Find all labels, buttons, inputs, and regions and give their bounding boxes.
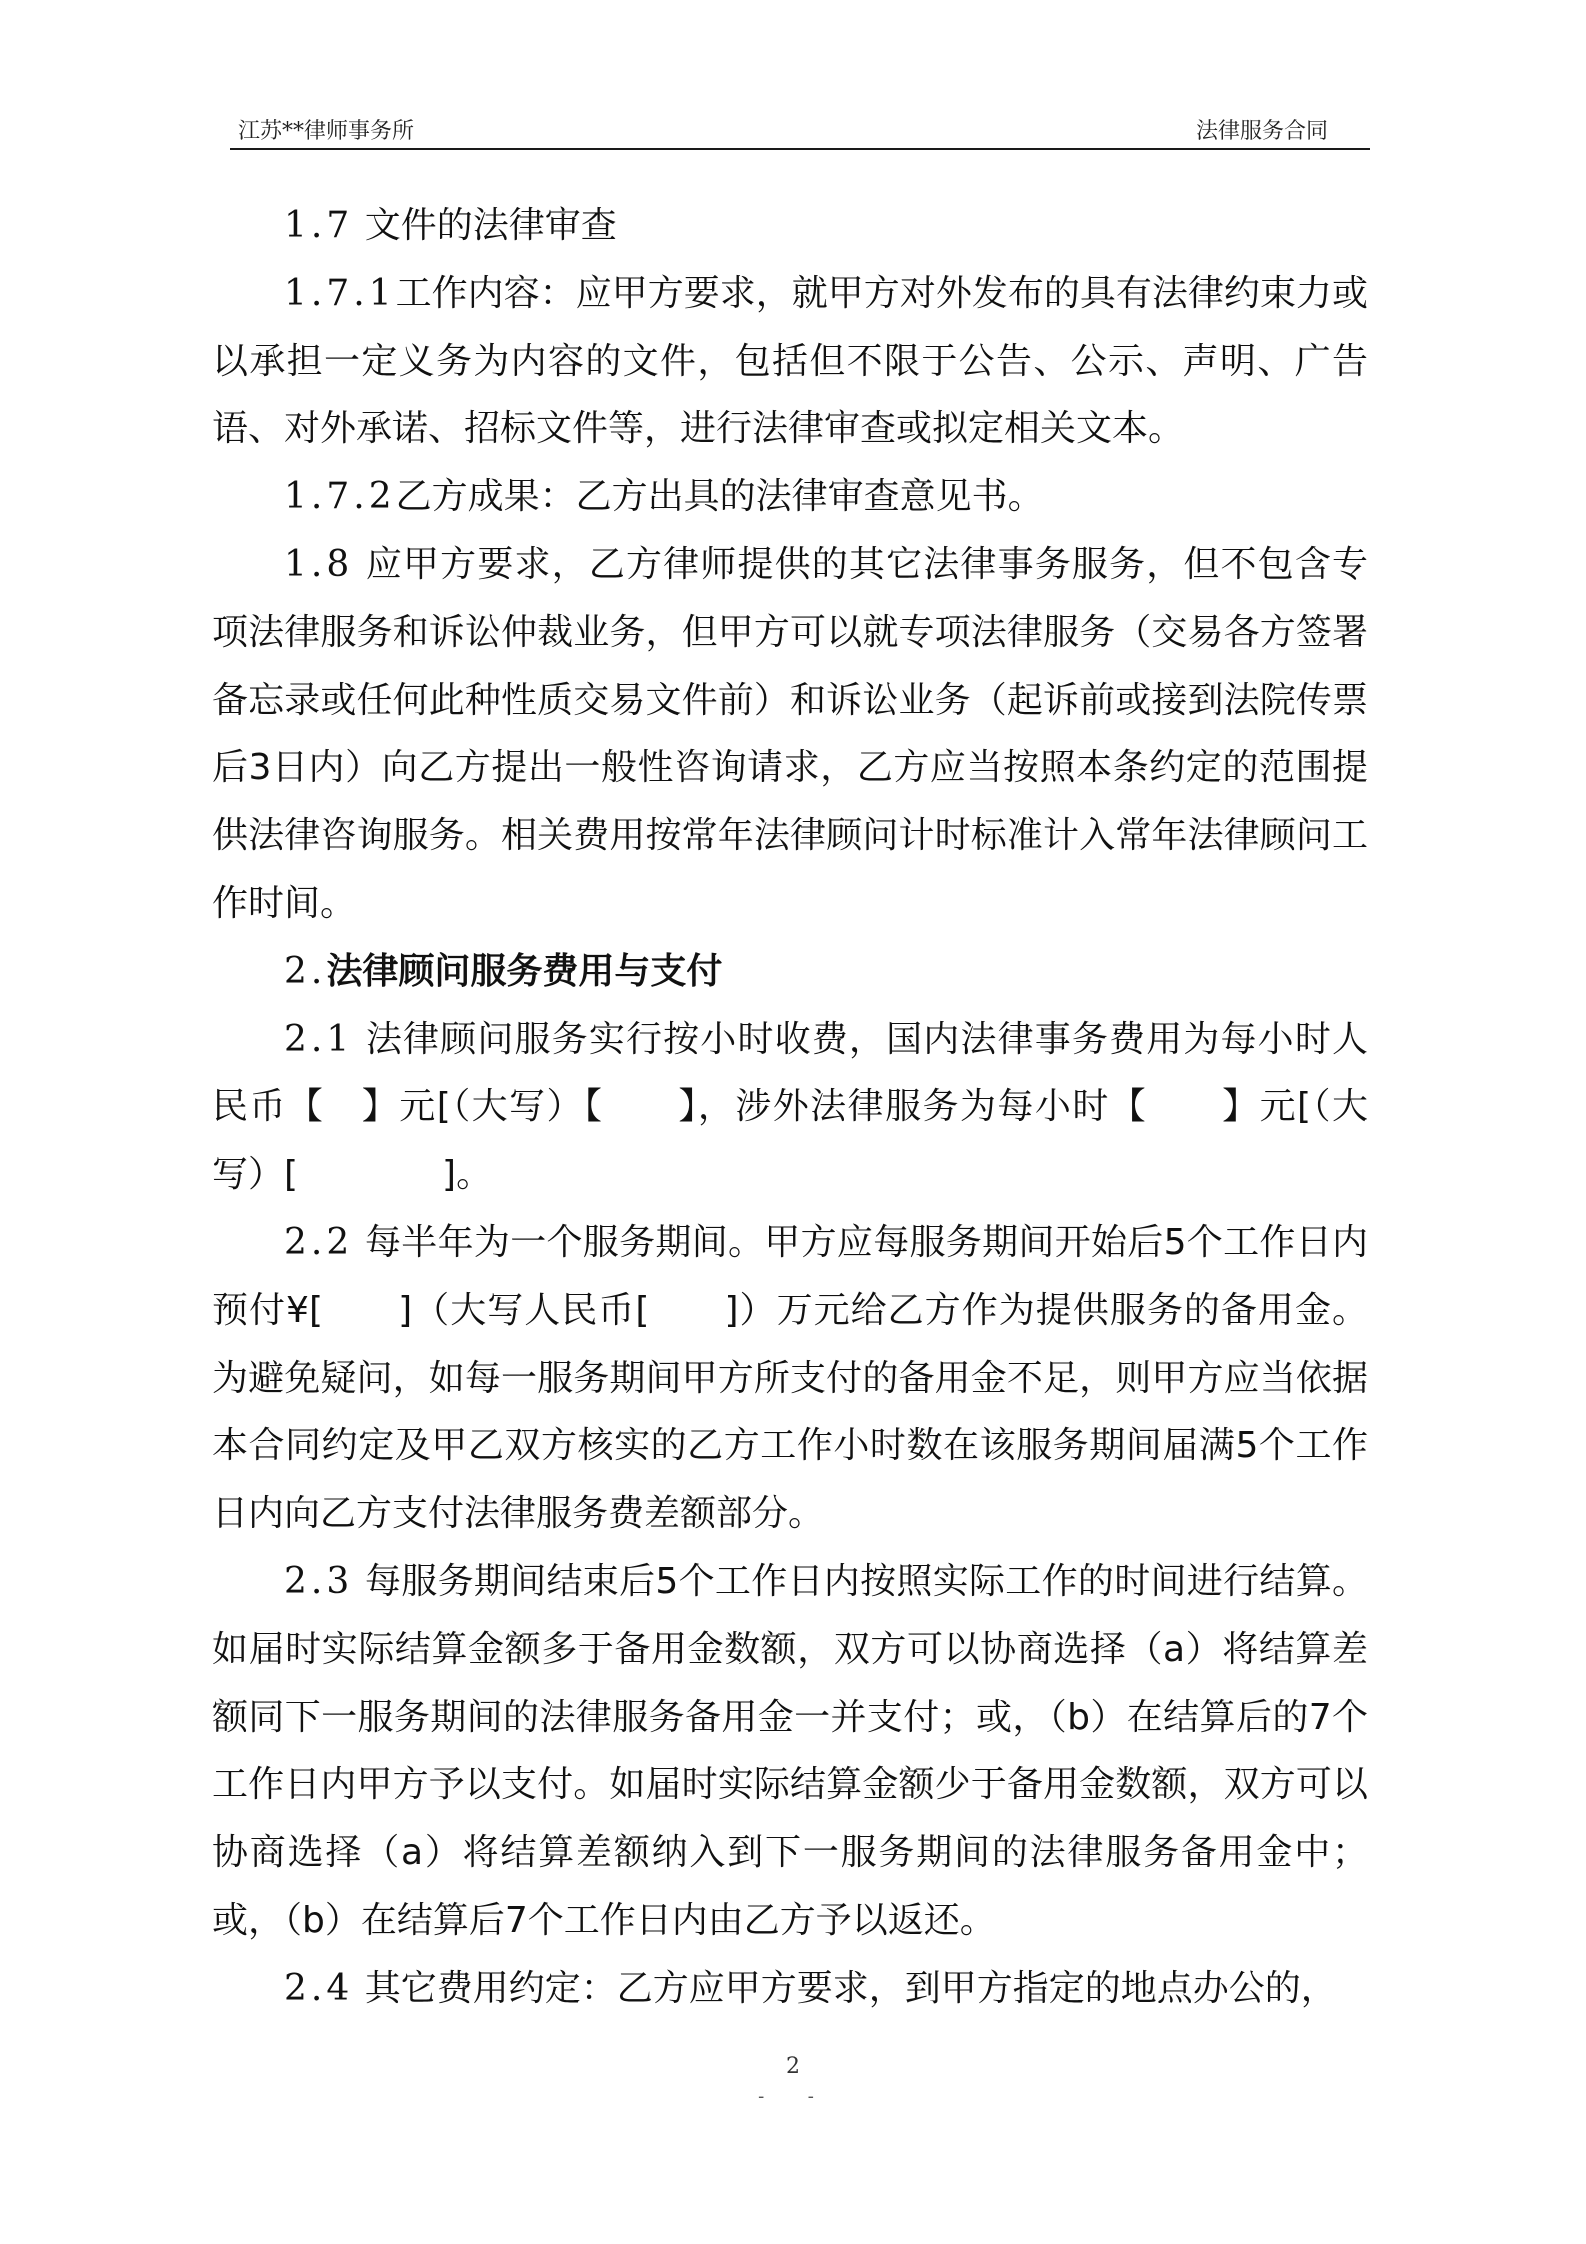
section-heading-2: [212, 938, 1368, 1006]
clause-text: 乙方成果：乙方出具的法律审查意见书。: [395, 476, 1044, 518]
paragraph-2-1: [212, 1006, 1368, 1209]
clause-text: 文件的法律审查: [353, 205, 617, 246]
clause-number: 2.: [284, 950, 327, 992]
clause-text: 每半年为一个服务期间。甲方应每服务期间开始后5个工作日内预付¥[ ]（大写人民币[ ]）万元给乙方作为提供服务的备用金。为避免疑问，如每一服务期间甲方所支付的备用金不足，则甲方应当依据本合同约定及甲乙双方核实的乙方工作小时数在该服务期间届满5个工作日内向乙方支付法律服务费差额部分。: [212, 1221, 1368, 1535]
paragraph-1-7-2: [212, 463, 1368, 531]
paragraph-2-2: [212, 1209, 1368, 1548]
paragraph-2-4: [212, 1955, 1368, 2023]
clause-text: 法律顾问服务费用与支付: [326, 950, 723, 992]
clause-number: 1.7.2: [284, 476, 396, 518]
clause-number: 2.1: [284, 1018, 354, 1060]
paragraph-1-8: [212, 531, 1368, 938]
clause-text: 应甲方要求，乙方律师提供的其它法律事务服务，但不包含专项法律服务和诉讼仲裁业务，但甲方可以就专项法律服务（交易各方签署备忘录或任何此种性质交易文件前）和诉讼业务（起诉前或接到法院传票后3日内）向乙方提出一般性咨询请求，乙方应当按照本条约定的范围提供法律咨询服务。相关费用按常年法律顾问计时标准计入常年法律顾问工作时间。: [212, 543, 1368, 924]
clause-text: 工作内容：应甲方要求，就甲方对外发布的具有法律约束力或以承担一定义务为内容的文件，包括但不限于公告、公示、声明、广告语、对外承诺、招标文件等，进行法律审查或拟定相关文本。: [212, 272, 1368, 450]
header-firm-name: 江苏**律师事务所: [238, 119, 415, 144]
clause-text: 其它费用约定：乙方应甲方要求，到甲方指定的地点办公的，: [353, 1967, 1337, 2009]
header-document-title: 法律服务合同: [1195, 119, 1328, 144]
footer-dash: - -: [755, 2086, 831, 2107]
clause-number: 1.8: [284, 543, 354, 585]
document-body: [212, 192, 1368, 2023]
paragraph-2-3: [212, 1548, 1368, 1955]
clause-number: 2.2: [284, 1221, 354, 1263]
clause-number: 1.7.1: [284, 272, 396, 314]
clause-number: 2.4: [284, 1967, 354, 2009]
page-number: 2: [786, 2054, 800, 2079]
page-header: [230, 112, 1370, 150]
clause-text: 每服务期间结束后5个工作日内按照实际工作的时间进行结算。如届时实际结算金额多于备用金数额，双方可以协商选择（a）将结算差额同下一服务期间的法律服务备用金一并支付；或，（b）在结算后的7个工作日内甲方予以支付。如届时实际结算金额少于备用金数额，双方可以协商选择（a）将结算差额纳入到下一服务期间的法律服务备用金中；或，（b）在结算后7个工作日内由乙方予以返还。: [212, 1560, 1368, 1941]
clause-number: 2.3: [284, 1560, 354, 1602]
paragraph-1-7: [212, 192, 1368, 260]
clause-number: 1.7: [284, 205, 354, 246]
clause-text: 法律顾问服务实行按小时收费，国内法律事务费用为每小时人民币【 】元[（大写）【 】，涉外法律服务为每小时【 】元[（大写）[ ]。: [212, 1018, 1368, 1196]
paragraph-1-7-1: [212, 260, 1368, 463]
